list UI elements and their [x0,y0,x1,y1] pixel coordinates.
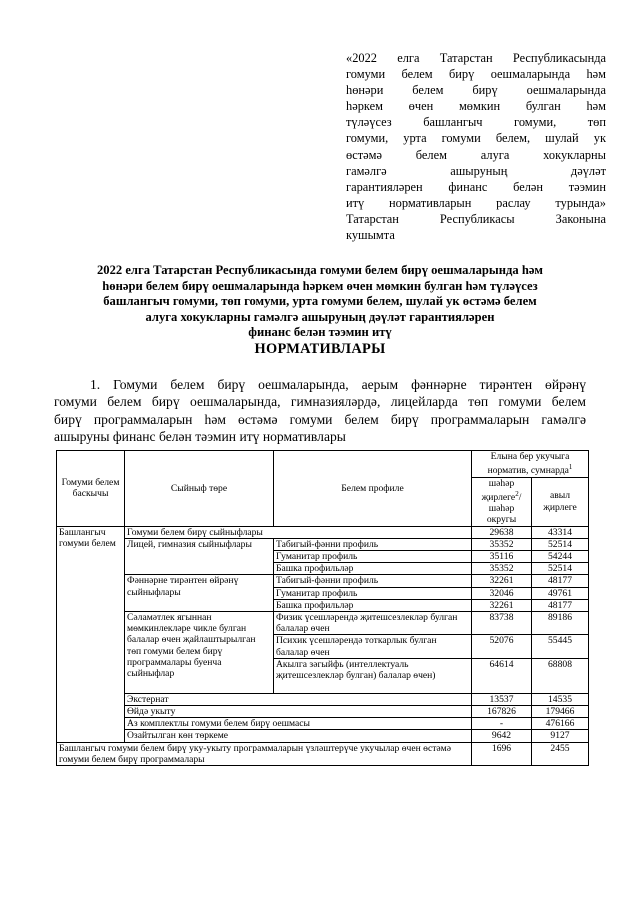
class-indepth: Фәннәрне тирәнтен өйрәнү сыйныфлары [125,575,274,612]
title-line: финанс белән тәэмин итү [248,325,392,340]
value-urban: 35352 [472,538,532,550]
row-label: Гомуми белем бирү сыйныфлары [125,526,472,538]
profile-cell: Гуманитар профиль [274,587,472,599]
paragraph-line: ашыруны финанс белән тәэмин итү нормативлары [54,428,346,444]
row-label: Башлангыч гомуми белем бирү уку-укыту программаларын үзләштерүче укучылар өчен өстәмә гомуми белем бирү программалары [57,742,472,765]
header-class-type: Сыйныф төре [125,451,274,527]
profile-cell: Башка профильләр [274,599,472,611]
row-label: Аз комплектлы гомуми белем бирү оешмасы [125,718,472,730]
section-paragraph [54,376,586,445]
value-rural: 43314 [532,526,589,538]
annex-line: өстәмә белем алуга хокукларны [346,147,606,162]
annex-line: Татарстан Республикасы Законына [346,211,606,226]
annex-line: гамәлгә ашыруның дәүләт [346,163,606,178]
level-primary: Башлангыч гомуми белем [57,526,125,742]
value-urban: 32046 [472,587,532,599]
row-label: Экстернат [125,693,472,705]
title-line: һөнәри белем бирү оешмаларында һәркем өчен мөмкин булган һәм түләүсез [102,278,538,293]
value-urban: 64614 [472,658,532,693]
annex-line: һөнәри белем бирү оешмаларында [346,83,606,98]
value-rural: 48177 [532,599,589,611]
header-rural: авыл җирлеге [532,477,589,526]
value-rural: 48177 [532,575,589,587]
profile-cell: Табигый-фәнни профиль [274,538,472,550]
value-urban: 32261 [472,599,532,611]
value-urban: 35116 [472,551,532,563]
annex-line: түләүсез башлангыч гомуми, төп [346,115,606,130]
value-rural: 55445 [532,635,589,658]
header-urban [472,477,532,526]
profile-cell: Физик үсешләрендә җитешсезлекләр булган балалар өчен [274,612,472,635]
header-level: Гомуми белем баскычы [57,451,125,527]
header-urban-rest: / шәһәр округы [486,491,522,526]
annex-line: гомуми белем бирү оешмаларында һәм [346,67,606,82]
value-urban: 52076 [472,635,532,658]
value-rural: 476166 [532,718,589,730]
profile-cell: Психик үсешләрендә тоткарлык булган балалар өчен [274,635,472,658]
value-rural: 68808 [532,658,589,693]
value-urban: 29638 [472,526,532,538]
profile-cell: Башка профильләр [274,563,472,575]
value-rural: 52514 [532,563,589,575]
title-line: алуга хокукларны гамәлгә ашыруның дәүләт гарантияләрен [145,309,495,324]
profile-cell: Табигый-фәнни профиль [274,575,472,587]
row-label: Өйдә укыту [125,706,472,718]
value-urban: 35352 [472,563,532,575]
value-urban: 83738 [472,612,532,635]
title-line: 2022 елга Татарстан Республикасында гомуми белем бирү оешмаларында һәм [96,263,543,277]
footnote-mark: 2 [515,489,519,498]
value-urban: - [472,718,532,730]
paragraph-line: 1. Гомуми белем бирү оешмаларында, аерым фәннәрне тирәнтен өйрәнү [90,377,586,392]
value-rural: 2455 [532,742,589,765]
value-rural: 14535 [532,693,589,705]
value-urban: 32261 [472,575,532,587]
value-urban: 13537 [472,693,532,705]
value-rural: 52514 [532,538,589,550]
title-heading: НОРМАТИВЛАРЫ [254,340,386,357]
annex-line: итү нормативларын раслау турында» [346,195,606,210]
class-lyceum: Лицей, гимназия сыйныфлары [125,538,274,575]
annex-line: гомуми, урта гомуми белем, шулай ук [346,131,606,146]
annex-note [346,50,606,243]
header-norm [472,451,589,478]
row-label: Озайтылган көн төркеме [125,730,472,742]
value-urban: 9642 [472,730,532,742]
normatives-table [56,450,589,766]
paragraph-line: гомуми белем бирү оешмаларында, гимназияләрдә, лицейларда төп гомуми белем [54,394,586,410]
annex-line: кушымта [346,228,395,243]
paragraph-line: бирү программаларын һәм өстәмә гомуми белем бирү программаларын гамәлгә [54,411,586,427]
title-line: башлангыч гомуми, төп гомуми, урта гомуми белем, шулай ук өстәмә белем [103,294,537,309]
annex-line: «2022 елга Татарстан Республикасында [346,51,606,65]
value-rural: 89186 [532,612,589,635]
annex-line: гарантияләрен финанс белән тәэмин [346,179,606,194]
document-title [40,263,600,357]
annex-line: һәркем өчен мөмкин булган һәм [346,99,606,114]
value-rural: 49761 [532,587,589,599]
value-rural: 54244 [532,551,589,563]
value-urban: 167826 [472,706,532,718]
value-rural: 179466 [532,706,589,718]
footnote-mark: 1 [568,463,573,472]
value-rural: 9127 [532,730,589,742]
class-special: Сәламәтлек ягыннан мөмкинлекләре чикле булган балалар өчен җайлаштырылган төп гомуми белем бирү программалары буенча сыйныфлар [125,612,274,694]
value-urban: 1696 [472,742,532,765]
profile-cell: Акылга зәгыйфь (интеллектуаль җитешсезлекләр булган) балалар өчен) [274,658,472,693]
profile-cell: Гуманитар профиль [274,551,472,563]
header-urban-text: шәһәр җирлеге [481,477,516,503]
header-norm-text: Елына бер укучыга норматив, сумнарда [487,451,570,477]
header-profile: Белем профиле [274,451,472,527]
